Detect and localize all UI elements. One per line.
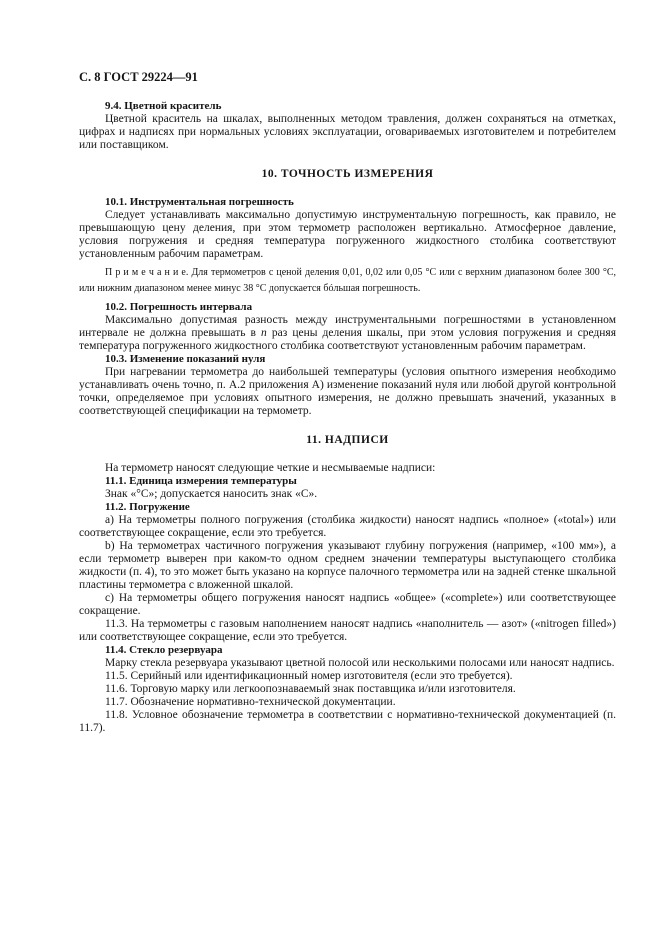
note-label: П р и м е ч а н и е.	[105, 267, 189, 278]
section-10-2-text-a: Максимально допустимая разность между инструментальными погрешностями в установленном интервале не должна превышать в	[79, 314, 616, 339]
section-11-intro: На термометр наносят следующие четкие и несмываемые надписи:	[105, 462, 436, 474]
section-11-4-text: Марку стекла резервуара указывают цветной полосой или несколькими полосами или наносят надпись.	[105, 657, 615, 669]
section-10-1-text: Следует устанавливать максимально допустимую инструментальную погрешность, как правило, не превышающую цену деления, при этом термометр расположен вертикально. Атмосферное давление, условия погружения и средняя температура погруженного жидкостного столбика соответствуют установленным рабочим параметрам.	[79, 209, 616, 260]
section-11-2-b: b) На термометрах частичного погружения указывают глубину погружения (например, «100 мм»), а если термометр выверен при каком-то одном среднем значении температуры выступающего столбика жидкости (п. 4), то это может быть указано на корпусе палочного термометра или на задней стенке шкальной пластины термометра с вложенной шкалой.	[79, 540, 616, 591]
section-11-2-title: 11.2. Погружение	[105, 501, 190, 513]
note-text: Для термометров с ценой деления 0,01, 0,02 или 0,05 °С или с верхним диапазоном более 300 °С, или нижним диапазоном менее минус 38 °С допускается бóльшая погрешность.	[79, 267, 616, 294]
section-11-8: 11.8. Условное обозначение термометра в соответствии с нормативно-технической документацией (п. 11.7).	[79, 709, 616, 734]
document-page	[79, 70, 616, 735]
section-11-3: 11.3. На термометры с газовым наполнением наносят надпись «наполнитель — азот» («nitrogen filled») или соответствующее сокращение, если это требуется.	[79, 618, 616, 643]
section-10-3-title: 10.3. Изменение показаний нуля	[105, 353, 266, 365]
section-10-heading: 10. ТОЧНОСТЬ ИЗМЕРЕНИЯ	[261, 168, 434, 180]
section-11-1-title: 11.1. Единица измерения температуры	[105, 475, 297, 487]
section-10-2-text-b: раз цены деления шкалы, при этом условия погружения и средняя температура погруженного жидкостного столбика соответствуют установленным рабочим параметрам.	[79, 327, 616, 352]
section-11-1-text: Знак «°С»; допускается наносить знак «С».	[105, 488, 318, 500]
section-11-5: 11.5. Серийный или идентификационный номер изготовителя (если это требуется).	[105, 670, 513, 682]
section-10-2-title: 10.2. Погрешность интервала	[105, 301, 253, 313]
section-9-4-title: 9.4. Цветной краситель	[105, 100, 222, 112]
section-10-1-title: 10.1. Инструментальная погрешность	[105, 196, 294, 208]
section-11-4-title: 11.4. Стекло резервуара	[105, 644, 223, 656]
page-header: С. 8 ГОСТ 29224—91	[79, 70, 198, 84]
section-11-6: 11.6. Торговую марку или легкоопознаваемый знак поставщика и/или изготовителя.	[105, 683, 516, 695]
section-10-3-text: При нагревании термометра до наибольшей температуры (условия опытного измерения необходимо устанавливать очень точно, п. А.2 приложения А) изменение показаний нуля или любой другой контрольной точки, определяемое при условиях опытного измерения, не должно превышать значений, указанных в соответствующей спецификации на термометр.	[79, 366, 616, 417]
section-10-2-text	[79, 314, 616, 353]
section-11-2-a: a) На термометры полного погружения (столбика жидкости) наносят надпись «полное» («total») или соответствующее сокращение, если это требуется.	[79, 514, 616, 539]
section-9-4-text: Цветной краситель на шкалах, выполненных методом травления, должен сохраняться на отметках, цифрах и надписях при нормальных условиях эксплуатации, оговариваемых изготовителем и потребителем или поставщиком.	[79, 113, 616, 151]
section-11-2-c: c) На термометры общего погружения наносят надпись «общее» («complete») или соответствующее сокращение.	[79, 592, 616, 617]
section-11-heading: 11. НАДПИСИ	[306, 434, 389, 446]
section-11-7: 11.7. Обозначение нормативно-технической документации.	[105, 696, 396, 708]
section-10-2-n: n	[261, 327, 267, 339]
note-paragraph	[79, 265, 616, 297]
